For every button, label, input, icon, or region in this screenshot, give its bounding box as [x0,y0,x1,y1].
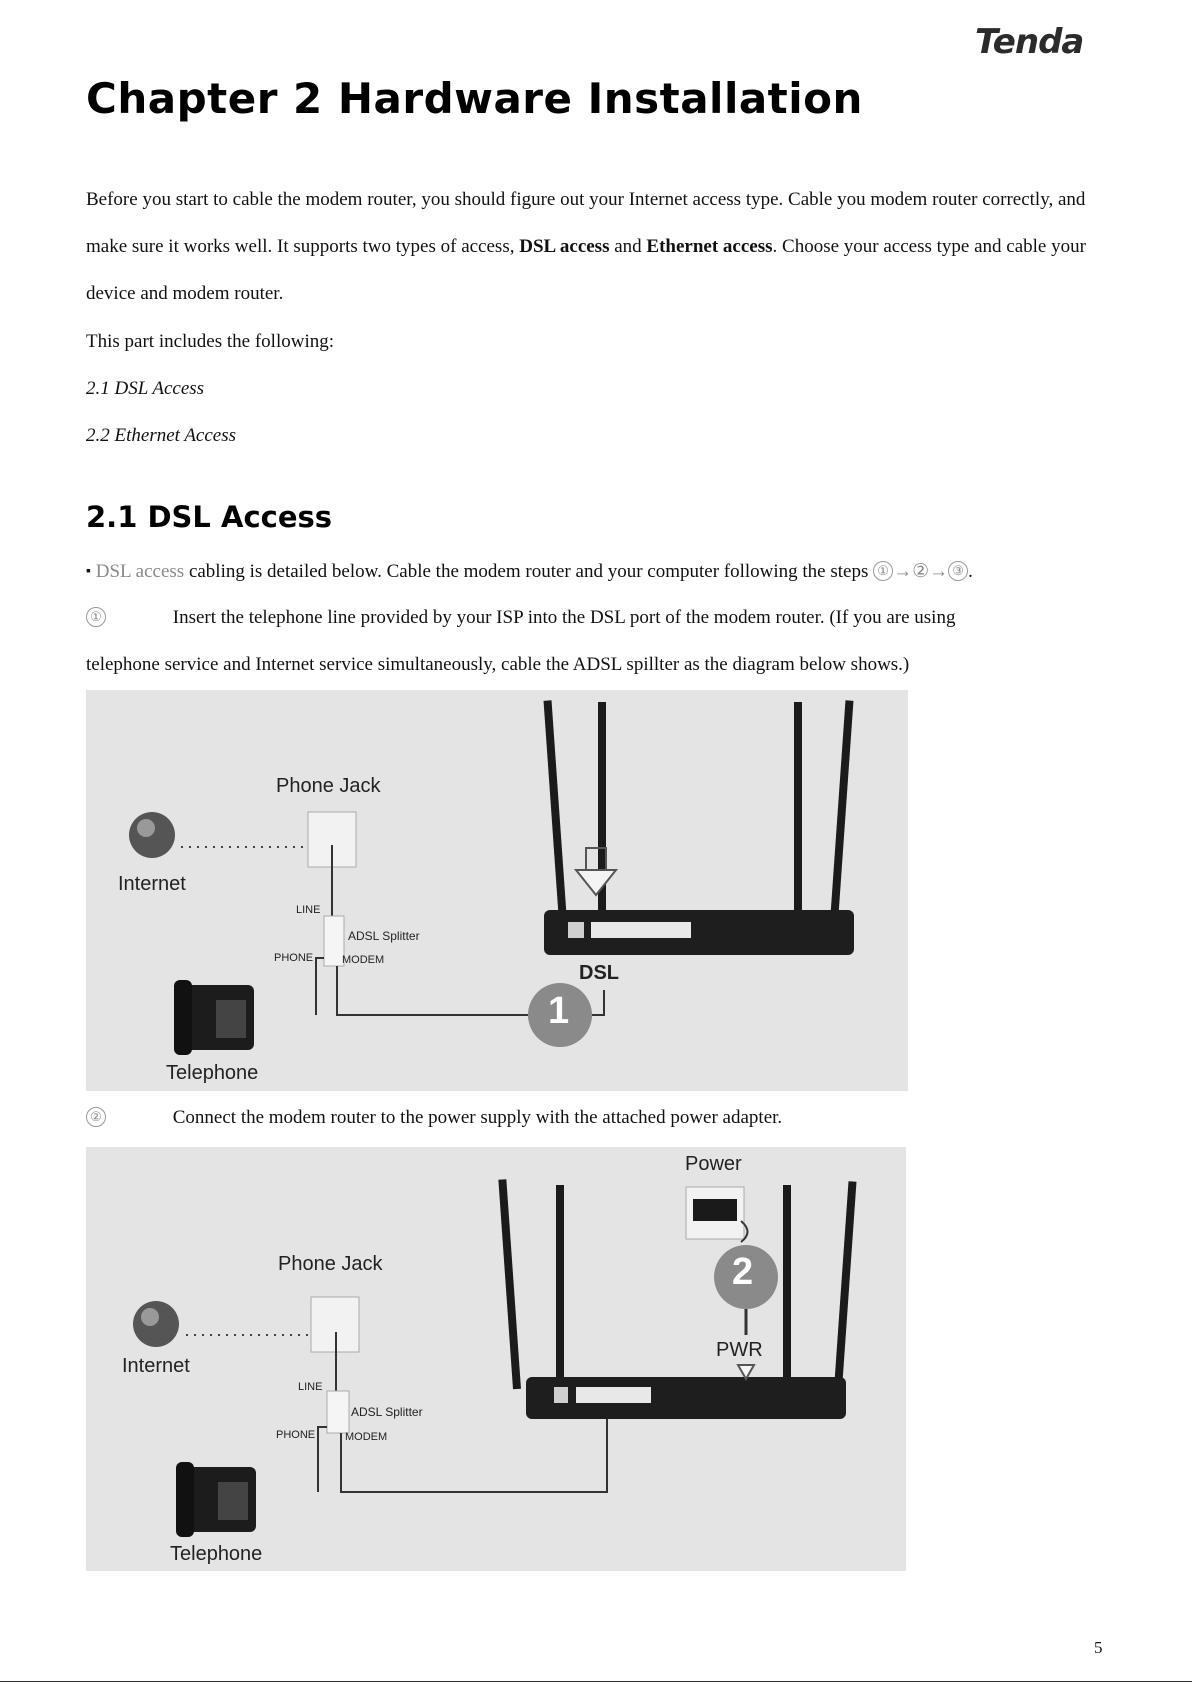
down-arrow-icon [576,848,616,895]
dsl-label: DSL [579,962,619,984]
power-adapter-icon [686,1187,744,1239]
tenda-logo: Tenda [975,22,1084,62]
diagram1-graphics [86,690,908,1091]
telephone-label: Telephone [170,1543,263,1565]
line-label: LINE [298,1381,323,1393]
modem-label: MODEM [342,954,385,966]
telephone-icon [174,980,254,1055]
step2-badge-number: 2 [732,1251,754,1293]
globe-icon [133,1301,179,1347]
step1-continuation: telephone service and Internet service simultaneously, cable the ADSL spillter as the diagram below shows.) [86,654,910,675]
router-icon [498,1179,856,1419]
includes-line: This part includes the following: [86,331,335,352]
step1-badge-number: 1 [548,990,570,1032]
power-label: Power [685,1153,742,1175]
dsl-access-link[interactable]: DSL access [95,561,185,582]
step-ref-1: ① [873,561,893,581]
intro-text-b: . Choose your access type and cable your device and modem router. [86,236,1086,304]
pwr-arrow-icon [738,1365,754,1379]
power-cabling-diagram [86,1147,906,1571]
dsl-cabling-diagram [86,690,908,1091]
step-ref-3: ③ [948,561,968,581]
splitter-label: ADSL Splitter [351,1405,423,1419]
toc-item-dsl[interactable]: 2.1 DSL Access [86,378,205,399]
splitter-icon [324,916,344,966]
phone-label: PHONE [276,1429,316,1441]
intro-and: and [609,236,647,257]
phone-jack-label: Phone Jack [278,1253,383,1275]
splitter-label: ADSL Splitter [348,929,420,943]
modem-label: MODEM [345,1431,388,1443]
dsl-cable [592,990,604,1015]
lead-period: . [968,561,973,582]
modem-cable [337,966,528,1015]
phone-cable [316,958,324,1015]
page-number: 5 [1094,1638,1103,1657]
phone-label: PHONE [274,952,314,964]
dsl-access-bold: DSL access [519,236,610,257]
step1-text: Insert the telephone line provided by your ISP into the DSL port of the modem router. (If you are using [172,607,956,628]
splitter-icon [327,1391,349,1433]
chapter-title: Chapter 2 Hardware Installation [86,74,863,123]
footer-rule [0,1681,1192,1682]
diagram2-graphics [86,1147,906,1571]
internet-label: Internet [122,1355,190,1377]
step1-line [86,607,955,629]
intro-text-a: Before you start to cable the modem router, you should figure out your Internet access type. Cable you modem router correctly, and make sure it works well. It supports two types of access, [86,189,1086,257]
intro-paragraph [86,176,1126,317]
router-icon [544,700,854,955]
modem-cable [341,1419,607,1492]
line-label: LINE [296,904,321,916]
pwr-label: PWR [716,1339,763,1361]
section-lead [86,560,973,583]
step2-number: ② [86,1107,106,1127]
section-heading: 2.1 DSL Access [86,500,333,534]
telephone-icon [176,1462,256,1537]
step-ref-arrows: →②→ [893,561,949,582]
telephone-label: Telephone [166,1062,259,1084]
step1-number: ① [86,607,106,627]
phone-cable [318,1427,327,1492]
step2-text: Connect the modem router to the power supply with the attached power adapter. [172,1107,783,1128]
bullet-icon: ▪ [86,564,91,579]
lead-text: cabling is detailed below. Cable the modem router and your computer following the steps [184,561,874,582]
ethernet-access-bold: Ethernet access [646,236,773,257]
phone-jack-label: Phone Jack [276,775,381,797]
globe-icon [129,812,175,858]
step2-line [86,1107,782,1129]
toc-item-ethernet[interactable]: 2.2 Ethernet Access [86,425,237,446]
internet-label: Internet [118,873,186,895]
